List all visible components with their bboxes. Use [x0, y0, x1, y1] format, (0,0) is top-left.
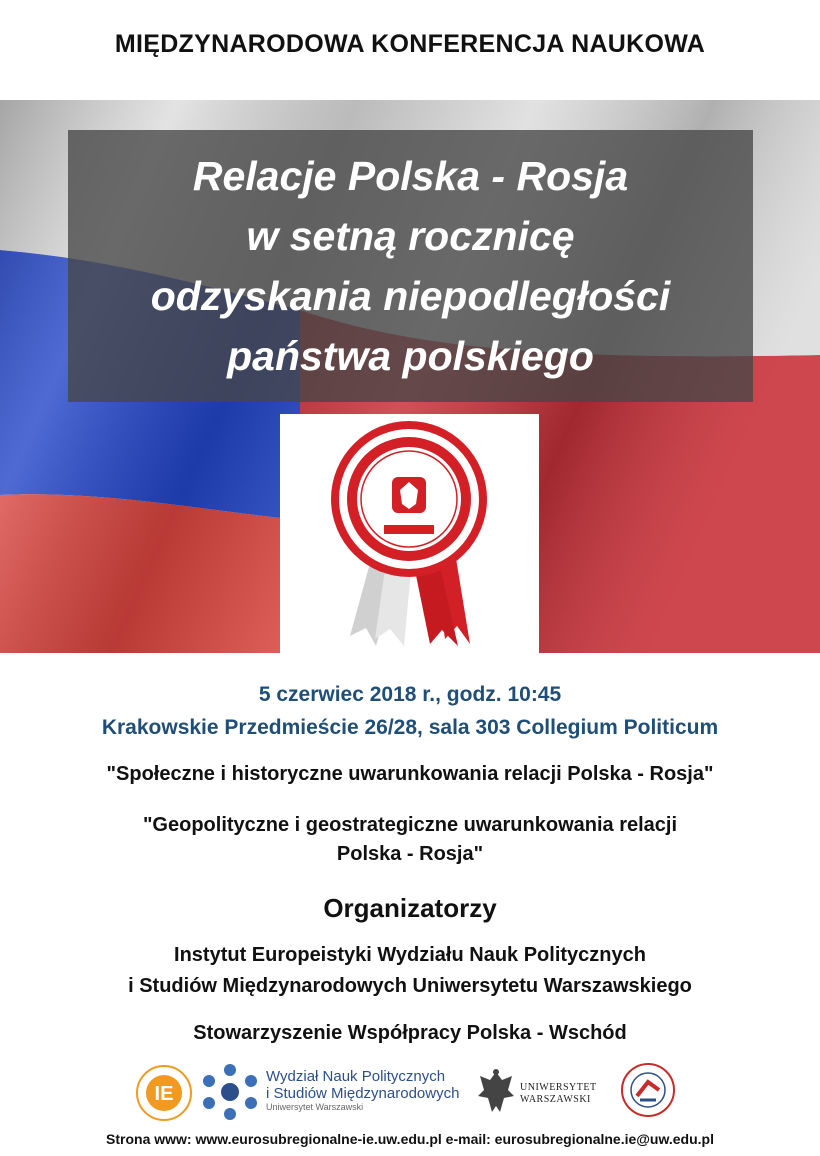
uw-line-1: UNIWERSYTET	[520, 1082, 597, 1093]
panel-1-title: "Społeczne i historyczne uwarunkowania relacji Polska - Rosja"	[106, 763, 714, 785]
title-line-3: odzyskania niepodległości	[150, 273, 671, 319]
spw-association-logo	[620, 1062, 676, 1118]
uw-line-2: WARSZAWSKI	[520, 1094, 591, 1105]
rosette-image	[280, 414, 539, 653]
organizer-1-line-1: Instytut Europeistyki Wydziału Nauk Politycznych	[174, 944, 646, 966]
rosette-icon	[280, 414, 539, 653]
flag-banner	[0, 100, 820, 653]
wnpism-line-1: Wydział Nauk Politycznych	[266, 1068, 446, 1085]
footer-contact: Strona www: www.eurosubregionalne-ie.uw.edu.pl e-mail: eurosubregionalne.ie@uw.edu.pl	[106, 1131, 714, 1147]
wnpism-logo-icon	[200, 1062, 260, 1122]
panel-2-title-line-1: "Geopolityczne i geostrategiczne uwarunkowania relacji	[142, 814, 678, 836]
event-date: 5 czerwiec 2018 r., godz. 10:45	[258, 683, 562, 706]
organizer-1-line-2: i Studiów Międzynarodowych Uniwersytetu Warszawskiego	[128, 975, 692, 997]
logos-row	[0, 1060, 820, 1126]
svg-text:IE: IE	[154, 1083, 174, 1105]
uw-logo-text	[520, 1082, 597, 1106]
ie-logo	[135, 1064, 193, 1122]
title-line-4: państwa polskiego	[227, 333, 594, 379]
conference-type-heading: MIĘDZYNARODOWA KONFERENCJA NAUKOWA	[114, 30, 706, 58]
event-location: Krakowskie Przedmieście 26/28, sala 303 Collegium Politicum	[101, 716, 719, 739]
organizers-heading: Organizatorzy	[323, 893, 497, 923]
wnpism-line-2: i Studiów Międzynarodowych	[266, 1085, 460, 1102]
uw-eagle-icon	[476, 1066, 516, 1118]
wnpism-subtitle: Uniwersytet Warszawski	[266, 1102, 364, 1112]
organizer-2: Stowarzyszenie Współpracy Polska - Wschód	[193, 1022, 627, 1044]
title-line-2: w setną rocznicę	[246, 213, 575, 259]
wnpism-logo-text	[266, 1068, 459, 1113]
panel-2-title-line-2: Polska - Rosja"	[336, 843, 484, 865]
title-line-1: Relacje Polska - Rosja	[192, 153, 629, 199]
title-panel	[68, 130, 753, 402]
